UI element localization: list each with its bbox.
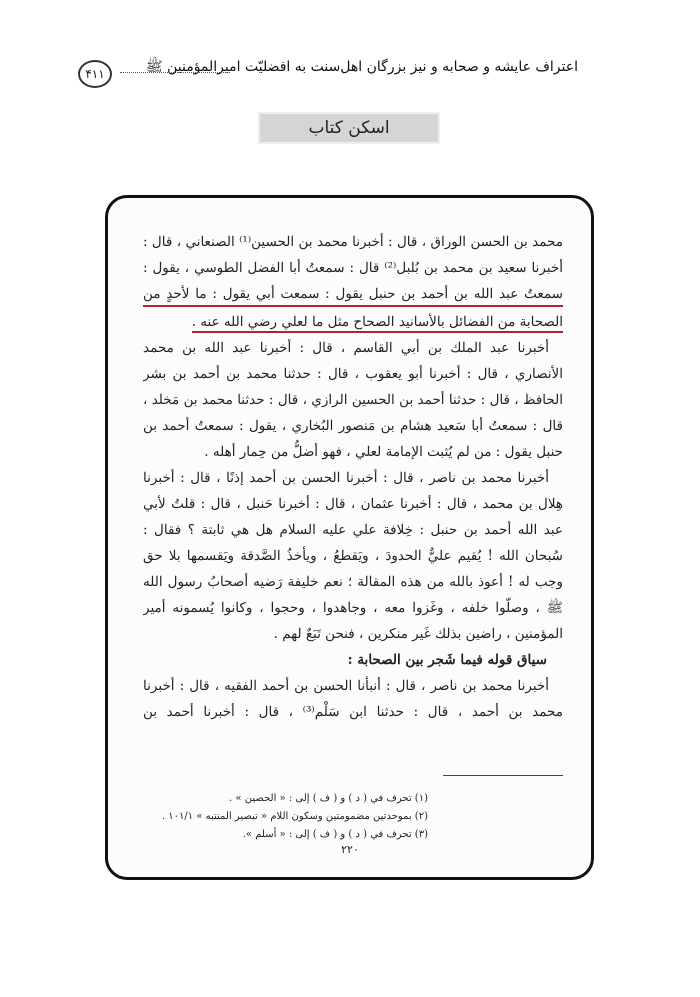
running-header-title: اعتراف عایشه و صحابه و نیز بزرگان اهل‌سنت به افضلیّت امیرالمؤمنین ﷺ	[145, 59, 578, 75]
section-heading: سياق قوله فيما شَجر بين الصحابة :	[347, 652, 547, 668]
scanned-text-body	[143, 229, 563, 725]
text-line: أخبرنا محمد بن ناصر ، قال : أنبأنا الحسن بن أحمد الفقيه ، قال : أخبرنا	[143, 678, 549, 694]
footnote-rule	[443, 775, 563, 776]
header-dotted-rule	[120, 72, 230, 73]
scan-label-badge: اسکن کتاب	[258, 112, 440, 144]
text-line: أخبرنا عبد الملك بن أبي القاسم ، قال : أخبرنا عبد الله بن محمد	[143, 340, 549, 356]
text-line: وجب له ! أعوذ بالله من هذه المقالة ؛ نعم خليفة رَضيه أصحابُ رسول الله	[143, 574, 563, 590]
text-line: محمد بن الحسن الوراق ، قال : أخبرنا محمد بن الحسين⁽¹⁾ الصنعاني ، قال :	[143, 234, 563, 250]
highlighted-span: الصحابة من الفضائل بالأسانيد الصحاح مثل ما لعلي رضي الله عنه .	[192, 314, 563, 333]
text-line: هِلال بن محمد ، قال : أخبرنا عثمان ، قال : أخبرنا حَنبل ، قال : قلتُ لأبي	[143, 496, 563, 512]
text-line: محمد بن أحمد ، قال : حدثنا ابن سَلْم⁽³⁾ ، قال : أخبرنا أحمد بن	[143, 704, 563, 720]
page-number: ۴۱۱	[78, 60, 112, 88]
page-number-ornament	[66, 50, 120, 94]
text-line-highlighted	[143, 309, 563, 335]
footnote: (١) تحرف في ( د ) و ( ف ) إلى : « الحصين » .	[229, 793, 428, 804]
text-line: سُبحان الله ! يُقيم عليٌّ الحدودَ ، ويَقطعُ ، ويأخذُ الصَّدقة ويَقسمها بلا حق	[143, 548, 563, 564]
text-line: عبد الله أحمد بن حنبل : خِلافة علي عليه السلام هل هي ثابتة ؟ فقال :	[143, 522, 563, 538]
text-line: الأنصاري ، قال : أخبرنا أبو يعقوب ، قال : حدثنا محمد بن أحمد بن بشر	[143, 366, 563, 382]
footnote: (٢) بموحدتين مضمومتين وسكون اللام « تبصير المنتبه » ١٠١/١ .	[161, 811, 428, 822]
text-line: أخبرنا سعيد بن محمد بن بُلبل⁽²⁾ قال : سمعتُ أبا الفضل الطوسي ، يقول :	[143, 260, 563, 276]
footnote: (٣) تحرف في ( د ) و ( ف ) إلى : « أسلم ».	[242, 829, 428, 840]
text-line: حنبل يقول : من لم يُثبت الإمامة لعلي ، فهو أضلُّ من حِمار أهله .	[204, 444, 563, 460]
text-line: الحافظ ، قال : حدثنا أحمد بن الحسين الرازي ، قال : حدثنا محمد بن مَخلد ،	[143, 392, 563, 408]
text-line-highlighted: سمعتُ عبد الله بن أحمد بن حنبل يقول : سمعت أبي يقول : ما لأحدٍ من	[143, 281, 563, 307]
text-line: قال : سمعتُ أبا سَعيد هشام بن مَنصور البُخاري ، يقول : سمعتُ أحمد بن	[143, 418, 563, 434]
footnotes	[143, 790, 563, 844]
text-line: المؤمنين ، راضين بذلك غَير منكرين ، فنحن تَبَعٌ لهم .	[273, 626, 563, 642]
scan-page-number: ٢٢٠	[341, 843, 359, 856]
text-line: أخبرنا محمد بن ناصر ، قال : أخبرنا الحسن بن أحمد إذنًا ، قال : أخبرنا	[143, 470, 549, 486]
text-line: ﷺ ، وصلّوا خلفه ، وغَزوا معه ، وجاهدوا ، وحجوا ، وكانوا يُسمونه أمير	[143, 600, 563, 616]
